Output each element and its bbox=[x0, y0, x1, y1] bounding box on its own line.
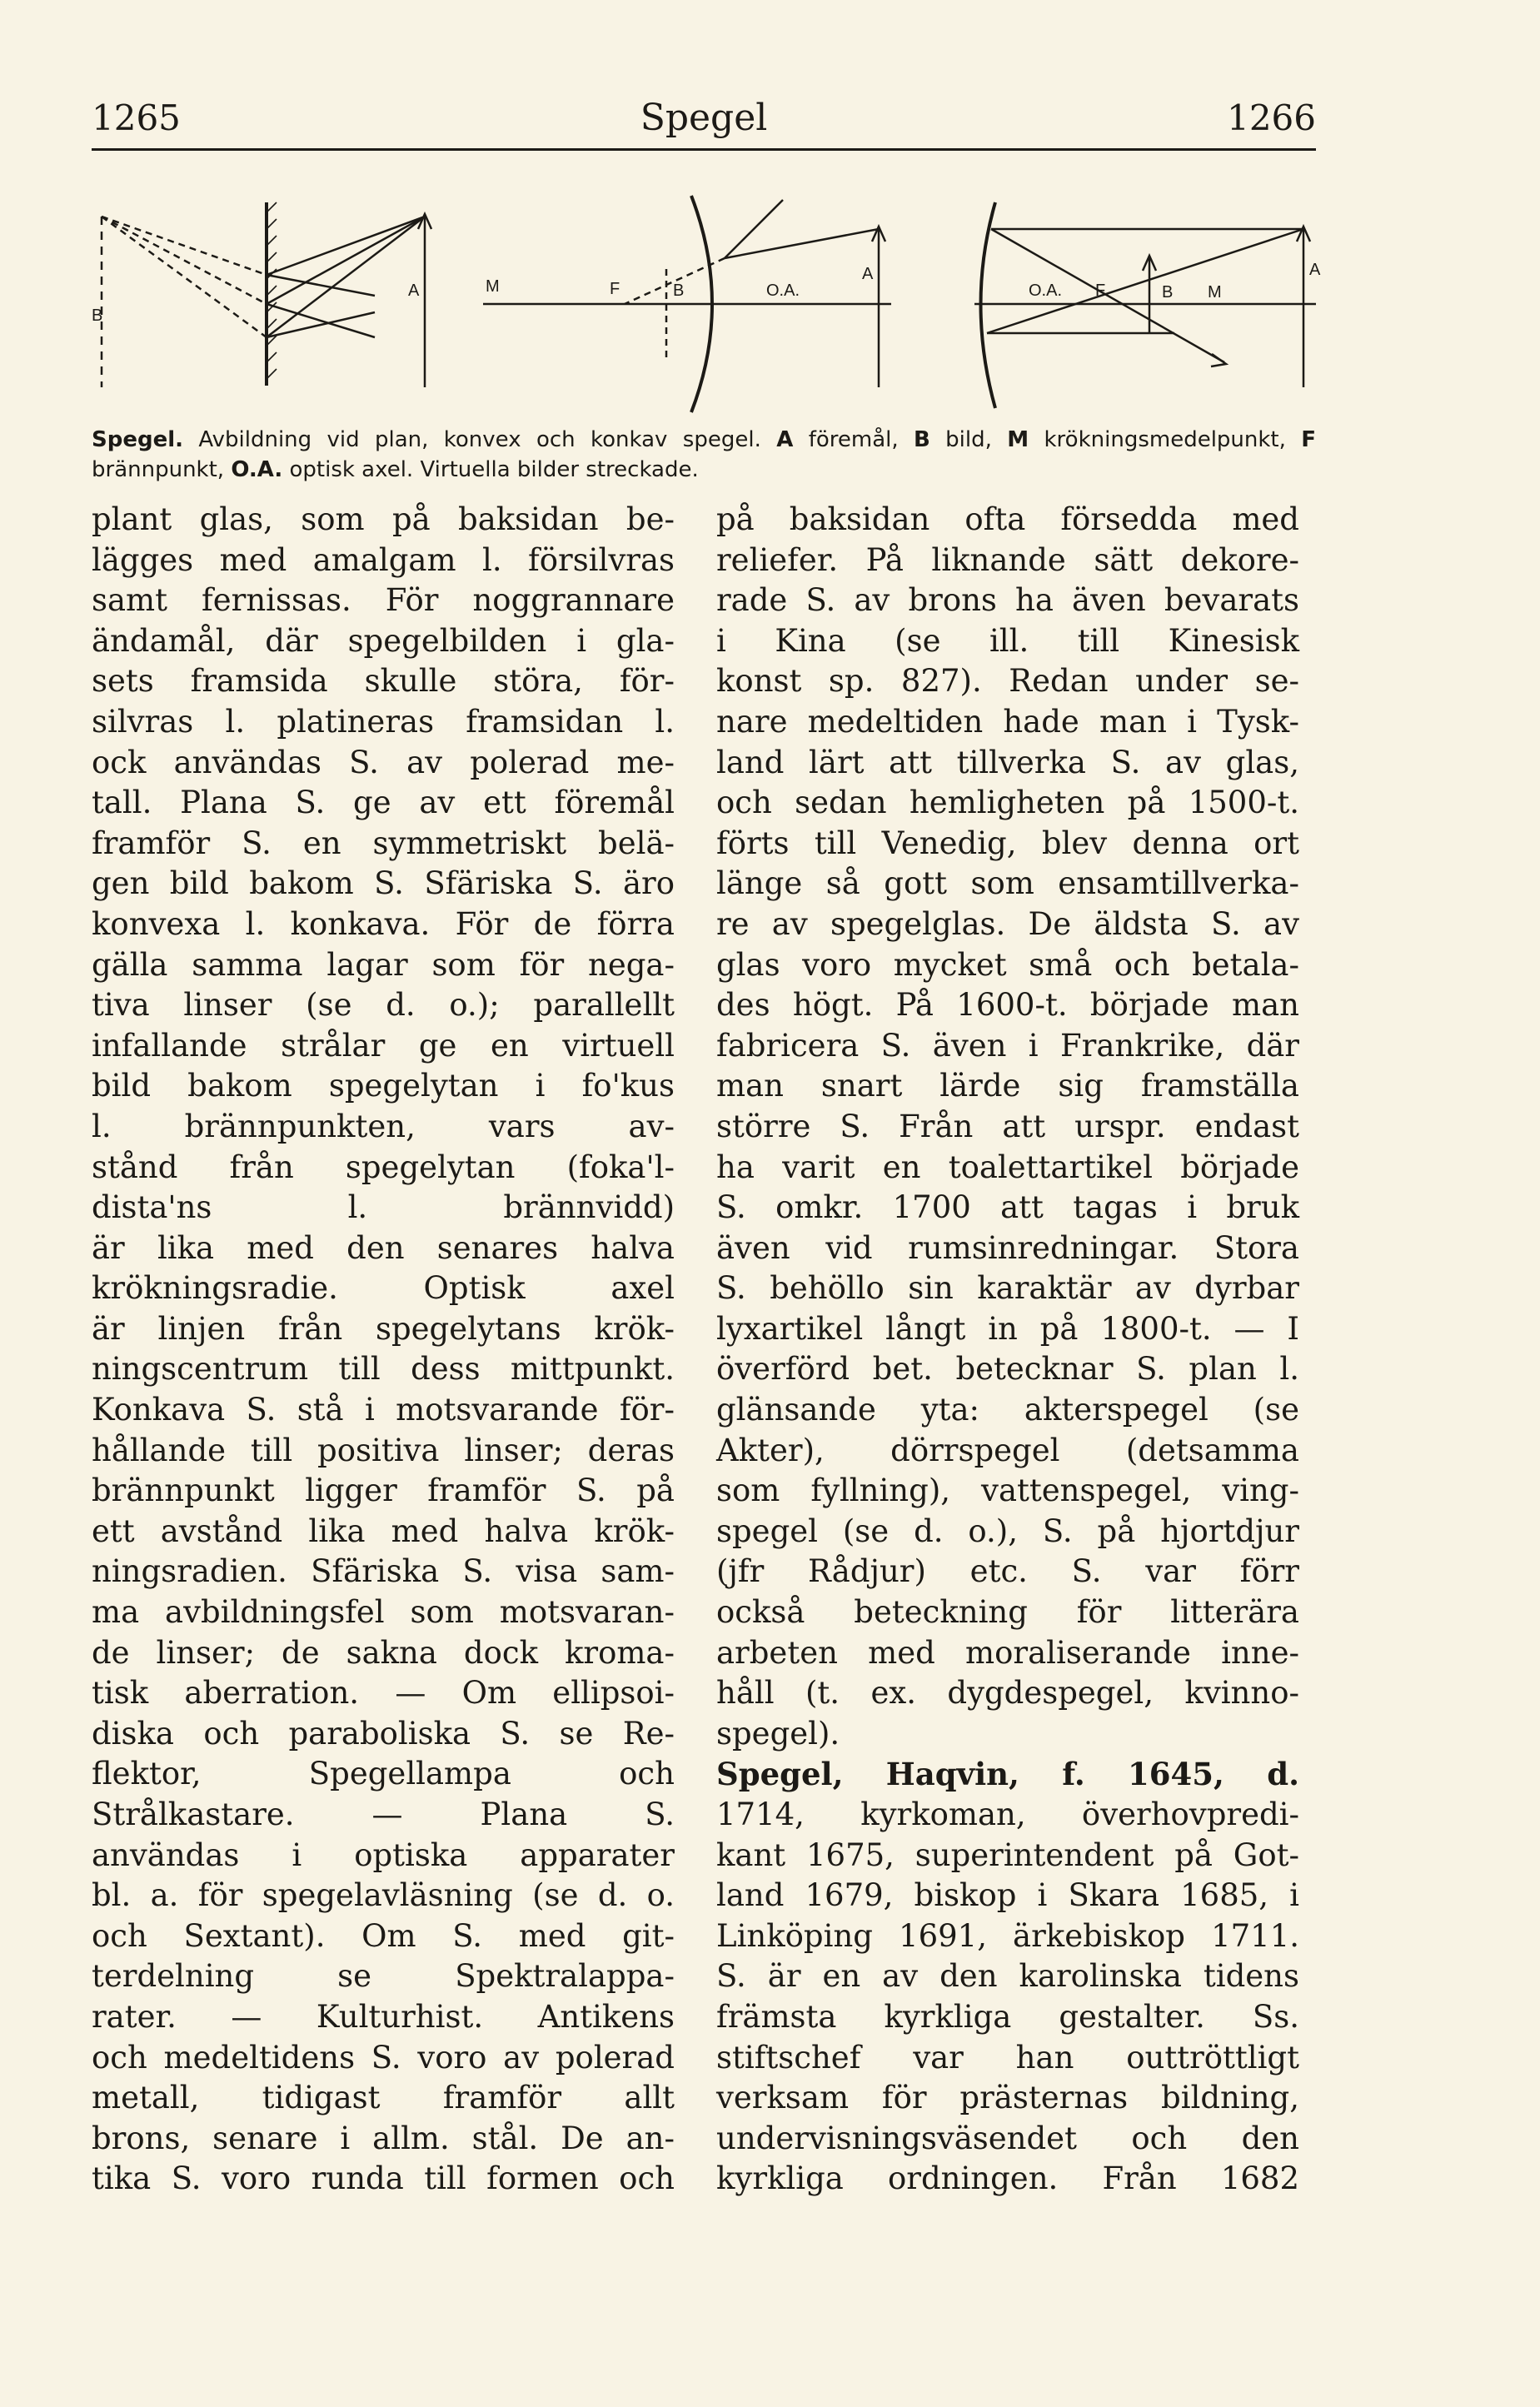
convex-label-oa: O.A. bbox=[766, 282, 800, 300]
text-line: flektor, Spegellampa och bbox=[92, 1756, 675, 1792]
text-line: plant glas, som på baksidan be- bbox=[92, 501, 675, 537]
concave-mirror-surface bbox=[981, 202, 996, 408]
text-line: gälla samma lagar som för nega- bbox=[92, 946, 675, 983]
text-line: Akter), dörrspegel (detsamma bbox=[716, 1432, 1299, 1468]
concave-label-m: M bbox=[1208, 283, 1222, 301]
text-line: är linjen från spegelytans krök- bbox=[92, 1310, 675, 1347]
text-line: framför S. en symmetriskt belä- bbox=[92, 825, 675, 861]
text-line: större S. Från att urspr. endast bbox=[716, 1108, 1299, 1144]
right-column bbox=[716, 500, 1299, 2200]
text-line: diska och paraboliska S. se Re- bbox=[92, 1715, 675, 1752]
concave-label-f: F bbox=[1095, 282, 1106, 300]
plane-mirror-diagram bbox=[102, 202, 431, 387]
text-line: ningsradien. Sfäriska S. visa sam- bbox=[92, 1553, 675, 1590]
text-line: håll (t. ex. dygdespegel, kvinno- bbox=[716, 1675, 1299, 1712]
text-line: tika S. voro runda till formen och bbox=[92, 2160, 675, 2197]
text-line: ha varit en toalettartikel började bbox=[716, 1149, 1299, 1185]
text-line: land lärt att tillverka S. av glas, bbox=[716, 744, 1299, 780]
plane-label-b: B bbox=[92, 306, 103, 325]
concave-label-a: A bbox=[1309, 261, 1321, 279]
left-column bbox=[92, 500, 675, 2200]
text-line: terdelning se Spektralappa- bbox=[92, 1958, 675, 1995]
page-header bbox=[92, 93, 1316, 152]
concave-label-oa: O.A. bbox=[1029, 282, 1063, 300]
text-line: metall, tidigast framför allt bbox=[92, 2080, 675, 2116]
text-line: nare medeltiden hade man i Tysk- bbox=[716, 703, 1299, 740]
concave-mirror-diagram bbox=[974, 202, 1316, 408]
text-line: verksam för prästernas bildning, bbox=[716, 2080, 1299, 2116]
text-line: främsta kyrkliga gestalter. Ss. bbox=[716, 1998, 1299, 2035]
text-line: överförd bet. betecknar S. plan l. bbox=[716, 1351, 1299, 1388]
text-line: krökningsradie. Optisk axel bbox=[92, 1270, 675, 1307]
text-line: 1714, kyrkoman, överhovpredi- bbox=[716, 1797, 1299, 1832]
text-line: arbeten med moraliserande inne- bbox=[716, 1634, 1299, 1671]
text-line: S. behöllo sin karaktär av dyrbar bbox=[716, 1270, 1299, 1307]
text-line: tiva linser (se d. o.); parallellt bbox=[92, 987, 675, 1024]
header-rule bbox=[92, 148, 1316, 151]
text-line: länge så gott som ensamtillverka- bbox=[716, 865, 1299, 902]
text-line: man snart lärde sig framställa bbox=[716, 1068, 1299, 1104]
text-line: spegel). bbox=[716, 1715, 840, 1752]
text-line: rater. — Kulturhist. Antikens bbox=[92, 1998, 675, 2035]
text-line: konst sp. 827). Redan under se- bbox=[716, 663, 1299, 700]
page-number-left: 1265 bbox=[92, 97, 181, 138]
text-line: undervisningsväsendet och den bbox=[716, 2120, 1299, 2156]
text-line: ett avstånd lika med halva krök- bbox=[92, 1512, 675, 1549]
text-line: S. omkr. 1700 att tagas i bruk bbox=[716, 1189, 1299, 1226]
text-line: som fyllning), vattenspegel, ving- bbox=[716, 1473, 1299, 1509]
text-line: också beteckning för litterära bbox=[716, 1594, 1299, 1631]
text-line: reliefer. På liknande sätt dekore- bbox=[716, 541, 1299, 578]
text-line: Konkava S. stå i motsvarande för- bbox=[92, 1392, 675, 1428]
text-line: ningscentrum till dess mittpunkt. bbox=[92, 1351, 675, 1388]
text-line: re av spegelglas. De äldsta S. av bbox=[716, 905, 1299, 942]
text-line: Linköping 1691, ärkebiskop 1711. bbox=[716, 1917, 1299, 1954]
convex-label-a: A bbox=[862, 265, 874, 283]
page-title: Spegel bbox=[640, 97, 768, 139]
text-line: användas i optiska apparater bbox=[92, 1836, 675, 1873]
text-line: stånd från spegelytan (foka'l- bbox=[92, 1149, 675, 1185]
concave-label-b: B bbox=[1162, 283, 1174, 301]
text-line: samt fernissas. För noggrannare bbox=[92, 582, 675, 619]
text-line: förts till Venedig, blev denna ort bbox=[716, 825, 1299, 861]
text-line: lägges med amalgam l. försilvras bbox=[92, 541, 675, 578]
text-line: och medeltidens S. voro av polerad bbox=[92, 2039, 675, 2076]
text-line: S. är en av den karolinska tidens bbox=[716, 1958, 1299, 1995]
convex-mirror-diagram bbox=[483, 196, 891, 412]
text-line: rade S. av brons ha även bevarats bbox=[716, 582, 1299, 619]
text-line: tisk aberration. — Om ellipsoi- bbox=[92, 1675, 675, 1712]
text-line: fabricera S. även i Frankrike, där bbox=[716, 1027, 1299, 1064]
caption-lead: Spegel. bbox=[92, 427, 184, 452]
text-line: brons, senare i allm. stål. De an- bbox=[92, 2120, 675, 2156]
text-line: hållande till positiva linser; deras bbox=[92, 1432, 675, 1468]
text-line: i Kina (se ill. till Kinesisk bbox=[716, 622, 1299, 659]
text-line: (jfr Rådjur) etc. S. var förr bbox=[716, 1553, 1299, 1590]
text-line: ändamål, där spegelbilden i gla- bbox=[92, 622, 675, 659]
text-line: på baksidan ofta försedda med bbox=[716, 501, 1299, 537]
text-line: ma avbildningsfel som motsvaran- bbox=[92, 1594, 675, 1631]
text-line: är lika med den senares halva bbox=[92, 1229, 675, 1266]
convex-label-m: M bbox=[486, 277, 500, 296]
convex-label-f: F bbox=[610, 280, 620, 298]
text-line: sets framsida skulle störa, för- bbox=[92, 663, 675, 700]
text-line: dista'ns l. brännvidd) bbox=[92, 1189, 675, 1226]
text-line: gen bild bakom S. Sfäriska S. äro bbox=[92, 865, 675, 902]
text-line: kant 1675, superintendent på Got- bbox=[716, 1836, 1299, 1873]
text-line-headword: Spegel, Haqvin, f. 1645, d. bbox=[716, 1756, 1299, 1793]
text-line: de linser; de sakna dock kroma- bbox=[92, 1634, 675, 1671]
convex-label-b: B bbox=[673, 282, 685, 300]
text-line: ock användas S. av polerad me- bbox=[92, 744, 675, 780]
text-line: glas voro mycket små och betala- bbox=[716, 946, 1299, 983]
text-line: land 1679, biskop i Skara 1685, i bbox=[716, 1877, 1299, 1914]
page-number-right: 1266 bbox=[1227, 97, 1316, 138]
text-line: stiftschef var han outtröttligt bbox=[716, 2039, 1299, 2076]
text-line: des högt. På 1600-t. började man bbox=[716, 987, 1299, 1024]
text-line: spegel (se d. o.), S. på hjortdjur bbox=[716, 1512, 1299, 1549]
figure-caption: Spegel. Avbildning vid plan, konvex och konkav spegel. A föremål, B bild, M krökningsmedelpunkt, F brännpunkt, O.A. optisk axel. Virtuella bilder streckade. bbox=[92, 427, 1317, 482]
text-line: bl. a. för spegelavläsning (se d. o. bbox=[92, 1877, 675, 1914]
text-line: kyrkliga ordningen. Från 1682 bbox=[716, 2160, 1299, 2197]
text-line: även vid rumsinredningar. Stora bbox=[716, 1229, 1299, 1266]
text-line: tall. Plana S. ge av ett föremål bbox=[92, 785, 675, 821]
text-line: lyxartikel långt in på 1800-t. — I bbox=[716, 1310, 1299, 1347]
text-line: brännpunkt ligger framför S. på bbox=[92, 1473, 675, 1509]
text-line: Strålkastare. — Plana S. bbox=[92, 1797, 675, 1832]
text-line: silvras l. platineras framsidan l. bbox=[92, 703, 675, 740]
plane-label-a: A bbox=[408, 282, 420, 300]
text-line: l. brännpunkten, vars av- bbox=[92, 1108, 675, 1144]
mirror-figure bbox=[92, 179, 1321, 425]
text-line: glänsande yta: akterspegel (se bbox=[716, 1392, 1299, 1428]
text-line: konvexa l. konkava. För de förra bbox=[92, 905, 675, 942]
text-line: och sedan hemligheten på 1500-t. bbox=[716, 785, 1299, 821]
text-line: bild bakom spegelytan i fo'kus bbox=[92, 1068, 675, 1104]
text-line: och Sextant). Om S. med git- bbox=[92, 1917, 675, 1954]
text-line: infallande strålar ge en virtuell bbox=[92, 1027, 675, 1064]
